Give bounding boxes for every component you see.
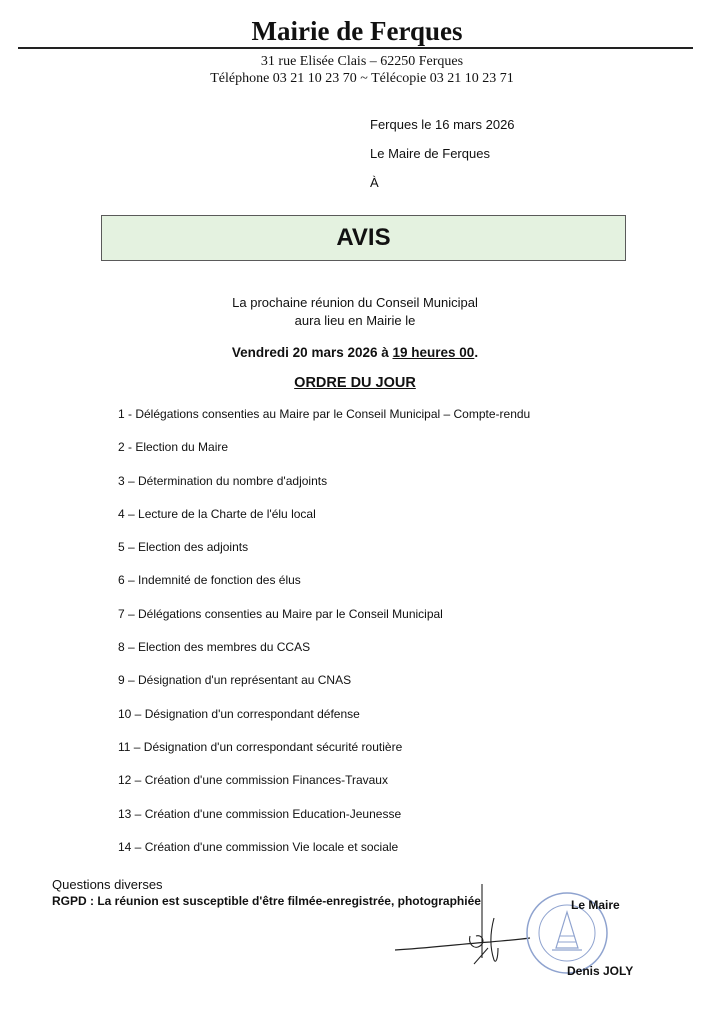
- agenda-item: 1 - Délégations consenties au Maire par le Conseil Municipal – Compte-rendu: [118, 407, 531, 421]
- place-date: Ferques le 16 mars 2026: [370, 117, 515, 132]
- recipient: À: [370, 175, 379, 190]
- handwritten-signature: [390, 878, 540, 968]
- agenda-item: 4 – Lecture de la Charte de l'élu local: [118, 506, 316, 521]
- agenda-title: ORDRE DU JOUR: [294, 375, 416, 391]
- meeting-period: .: [474, 345, 479, 360]
- agenda-item: 6 – Indemnité de fonction des élus: [118, 573, 301, 588]
- header-rule: [18, 47, 693, 49]
- intro-line-1: La prochaine réunion du Conseil Municipal: [232, 295, 478, 310]
- notice-title-box: AVIS: [101, 215, 626, 261]
- signatory-name: Denis JOLY: [567, 964, 634, 978]
- signatory-title: Le Maire: [571, 898, 620, 912]
- agenda-item: 13 – Création d'une commission Education-Jeunesse: [118, 806, 402, 821]
- meeting-time: 19 heures 00: [392, 345, 475, 360]
- agenda-item: 14 – Création d'une commission Vie locale et sociale: [118, 839, 399, 854]
- agenda-item: 3 – Détermination du nombre d'adjoints: [118, 473, 328, 488]
- questions-diverses: Questions diverses: [52, 877, 163, 892]
- agenda-item: 11 – Désignation d'un correspondant sécurité routière: [118, 739, 403, 754]
- meeting-datetime: [0, 345, 710, 360]
- intro-line-2: aura lieu en Mairie le: [294, 313, 416, 328]
- agenda-item: 2 - Election du Maire: [118, 440, 229, 455]
- letterhead-title: Mairie de Ferques: [251, 16, 463, 46]
- agenda-item: 9 – Désignation d'un représentant au CNAS: [118, 673, 352, 688]
- meeting-date: Vendredi 20 mars 2026 à: [231, 345, 393, 360]
- agenda-item: 8 – Election des membres du CCAS: [118, 640, 311, 655]
- sender: Le Maire de Ferques: [370, 146, 490, 161]
- agenda-item: 10 – Désignation d'un correspondant défense: [118, 706, 360, 721]
- letterhead-phone: Téléphone 03 21 10 23 70 ~ Télécopie 03 21 10 23 71: [210, 71, 514, 86]
- letterhead-address: 31 rue Elisée Clais – 62250 Ferques: [260, 54, 464, 69]
- rgpd-notice: RGPD : La réunion est susceptible d'être filmée-enregistrée, photographiée: [52, 894, 481, 908]
- agenda-item: 5 – Election des adjoints: [118, 540, 249, 555]
- agenda-list: [118, 406, 530, 872]
- agenda-item: 12 – Création d'une commission Finances-Travaux: [118, 773, 388, 788]
- agenda-item: 7 – Délégations consenties au Maire par le Conseil Municipal: [118, 606, 443, 621]
